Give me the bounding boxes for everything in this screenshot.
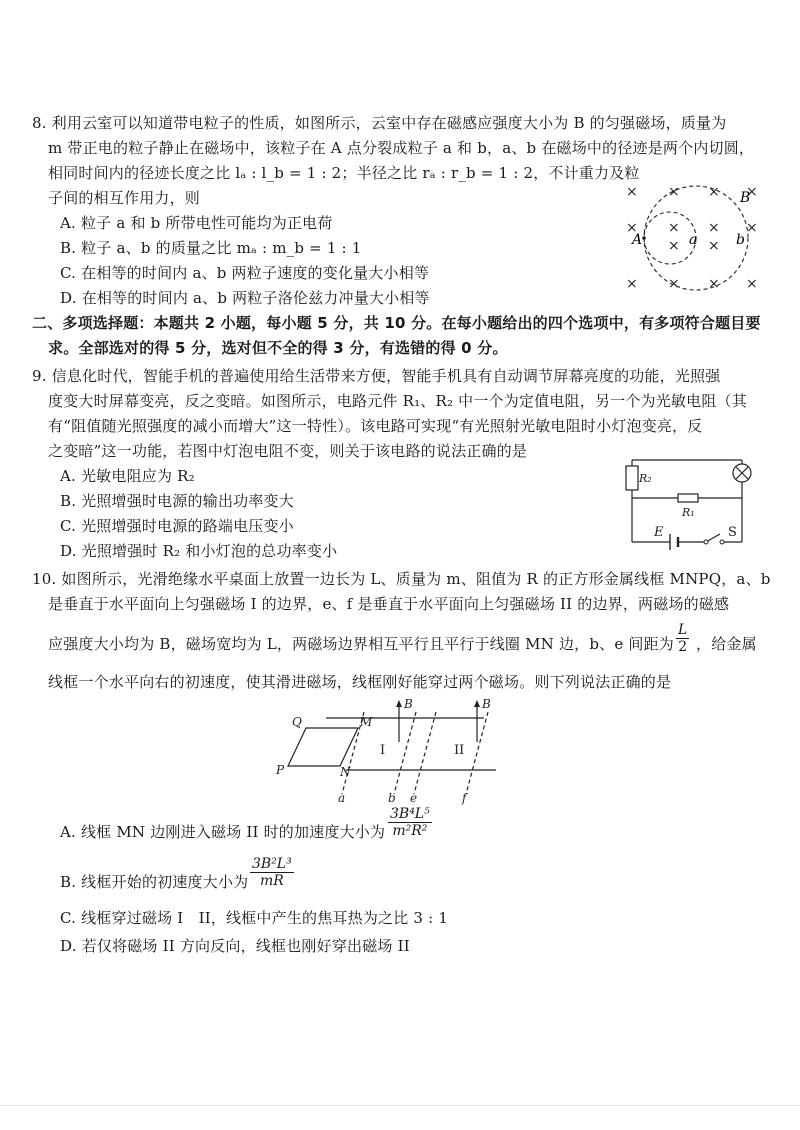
boundary-label-e: e — [410, 791, 418, 805]
boundary-b — [394, 712, 416, 794]
field-cross: × — [668, 220, 680, 236]
field-cross: × — [626, 276, 638, 292]
fraction-numerator: L — [678, 622, 688, 638]
q10-option-b-fraction — [250, 856, 294, 889]
field-cross: × — [708, 184, 720, 200]
section-2-header-line-1: 二、多项选择题：本题共 2 小题，每小题 5 分，共 10 分。在每小题给出的四个选项中，有多项符合题目要 — [32, 314, 761, 332]
field-cross: × — [746, 276, 758, 292]
field-cross: × — [746, 220, 758, 236]
label-e: E — [654, 525, 664, 540]
field-cross: × — [708, 238, 720, 254]
q8-line-2: m 带正电的粒子静止在磁场中，该粒子在 A 点分裂成粒子 a 和 b，a、b 在磁场中的径迹是两个内切圆， — [48, 139, 755, 157]
vertex-label-q: Q — [292, 715, 302, 729]
vertex-label-m: M — [360, 715, 373, 729]
square-frame-mnpq — [288, 728, 358, 766]
q9-line-3: 有“阻值随光照强度的减小而增大”这一特性）。该电路可实现“有光照射光敏电阻时小灯泡变亮，反 — [48, 417, 703, 435]
q8-line-4: 子间的相互作用力，则 — [48, 189, 201, 207]
fraction-numerator: 3B²L³ — [252, 856, 292, 872]
q10-option-d: D. 若仅将磁场 II 方向反向，线框也刚好穿出磁场 II — [60, 937, 410, 955]
switch-contact — [720, 540, 724, 544]
q8-figure — [612, 180, 772, 300]
fraction-denominator: 2 — [676, 638, 689, 655]
q9-option-d: D. 光照增强时 R₂ 和小灯泡的总功率变小 — [60, 542, 338, 560]
label-r1: R₁ — [682, 506, 695, 519]
q8-option-a: A. 粒子 a 和 b 所带电性可能均为正电荷 — [60, 214, 333, 232]
resistor-r2 — [626, 466, 638, 490]
fraction-denominator: m²R² — [388, 822, 432, 839]
q9-line-1: 9. 信息化时代，智能手机的普遍使用给生活带来方便，智能手机具有自动调节屏幕亮度的功能，光照强 — [32, 367, 721, 385]
boundary-e — [414, 712, 436, 794]
field-cross: × — [708, 276, 720, 292]
q9-line-2: 度变大时屏幕变亮，反之变暗。如图所示，电路元件 R₁、R₂ 中一个为定值电阻，另一个为光敏电阻（其 — [48, 392, 747, 410]
resistor-r1 — [678, 494, 698, 502]
q8-option-b: B. 粒子 a、b 的质量之比 mₐ : m_b = 1 : 1 — [60, 239, 362, 257]
page-bottom-divider — [0, 1105, 800, 1106]
q10-line-3: 应强度大小均为 B，磁场宽均为 L，两磁场边界相互平行且平行于线圈 MN 边，b、e 间距为 — [48, 635, 674, 653]
switch-contact — [704, 540, 708, 544]
region-label-ii: II — [454, 743, 465, 758]
boundary-label-a: a — [338, 791, 346, 805]
q10-option-b: B. 线框开始的初速度大小为 — [60, 873, 249, 891]
track-label-a: a — [689, 232, 698, 248]
q9-option-b: B. 光照增强时电源的输出功率变大 — [60, 492, 294, 510]
field-cross: × — [626, 184, 638, 200]
region-label-i: I — [380, 743, 386, 758]
q8-line-3: 相同时间内的径迹长度之比 lₐ : l_b = 1 : 2；半径之比 rₐ : r_b = 1 : 2，不计重力及粒 — [48, 164, 640, 182]
fraction-denominator: mR — [250, 872, 294, 889]
field-label-b-1: B — [404, 697, 413, 711]
field-cross: × — [668, 238, 680, 254]
field-cross: × — [708, 220, 720, 236]
vertex-label-n: N — [340, 765, 351, 779]
q8-option-d: D. 在相等的时间内 a、b 两粒子洛伦兹力冲量大小相等 — [60, 289, 430, 307]
q8-option-c: C. 在相等的时间内 a、b 两粒子速度的变化量大小相等 — [60, 264, 430, 282]
track-label-b: b — [736, 232, 745, 248]
field-cross: × — [746, 184, 758, 200]
field-label-b-2: B — [482, 697, 491, 711]
q10-line-3-tail: ，给金属 — [696, 635, 757, 653]
boundary-label-f: f — [462, 791, 467, 805]
q10-line-4: 线框一个水平向右的初速度，使其滑进磁场，线框刚好能穿过两个磁场。则下列说法正确的是 — [48, 673, 672, 691]
field-cross: × — [668, 184, 680, 200]
field-cross: × — [626, 220, 638, 236]
field-label-b: B — [740, 190, 751, 206]
point-label-a: A — [632, 232, 643, 248]
q9-option-a: A. 光敏电阻应为 R₂ — [60, 467, 195, 485]
q9-circuit-figure — [622, 452, 762, 552]
q10-line-2: 是垂直于水平面向上匀强磁场 I 的边界，e、f 是垂直于水平面向上匀强磁场 II 的边界，两磁场的磁感 — [48, 595, 730, 613]
section-2-header-line-2: 求。全部选对的得 5 分，选对但不全的得 3 分，有选错的得 0 分。 — [48, 339, 508, 357]
q8-line-1: 8. 利用云室可以知道带电粒子的性质，如图所示，云室中存在磁感应强度大小为 B 的匀强磁场，质量为 — [32, 114, 727, 132]
label-r2: R₂ — [639, 472, 652, 485]
vertex-label-p: P — [276, 763, 285, 777]
fraction-numerator: 3B⁴L⁵ — [390, 806, 430, 822]
q9-option-c: C. 光照增强时电源的路端电压变小 — [60, 517, 294, 535]
q10-line-1: 10. 如图所示，光滑绝缘水平桌面上放置一边长为 L、质量为 m、阻值为 R 的正方形金属线框 MNPQ，a、b — [32, 570, 771, 588]
q10-option-a: A. 线框 MN 边刚进入磁场 II 时的加速度大小为 — [60, 823, 386, 841]
q10-figure — [268, 694, 508, 806]
split-point-a — [642, 236, 646, 240]
field-cross: × — [668, 276, 680, 292]
q10-option-a-fraction — [388, 806, 432, 839]
q10-fraction-l-over-2 — [676, 622, 689, 655]
label-s: S — [728, 525, 737, 540]
boundary-label-b: b — [388, 791, 396, 805]
q10-option-c: C. 线框穿过磁场 I II，线框中产生的焦耳热为之比 3 : 1 — [60, 909, 449, 927]
q9-line-4: 之变暗”这一功能，若图中灯泡电阻不变，则关于该电路的说法正确的是 — [48, 442, 528, 460]
